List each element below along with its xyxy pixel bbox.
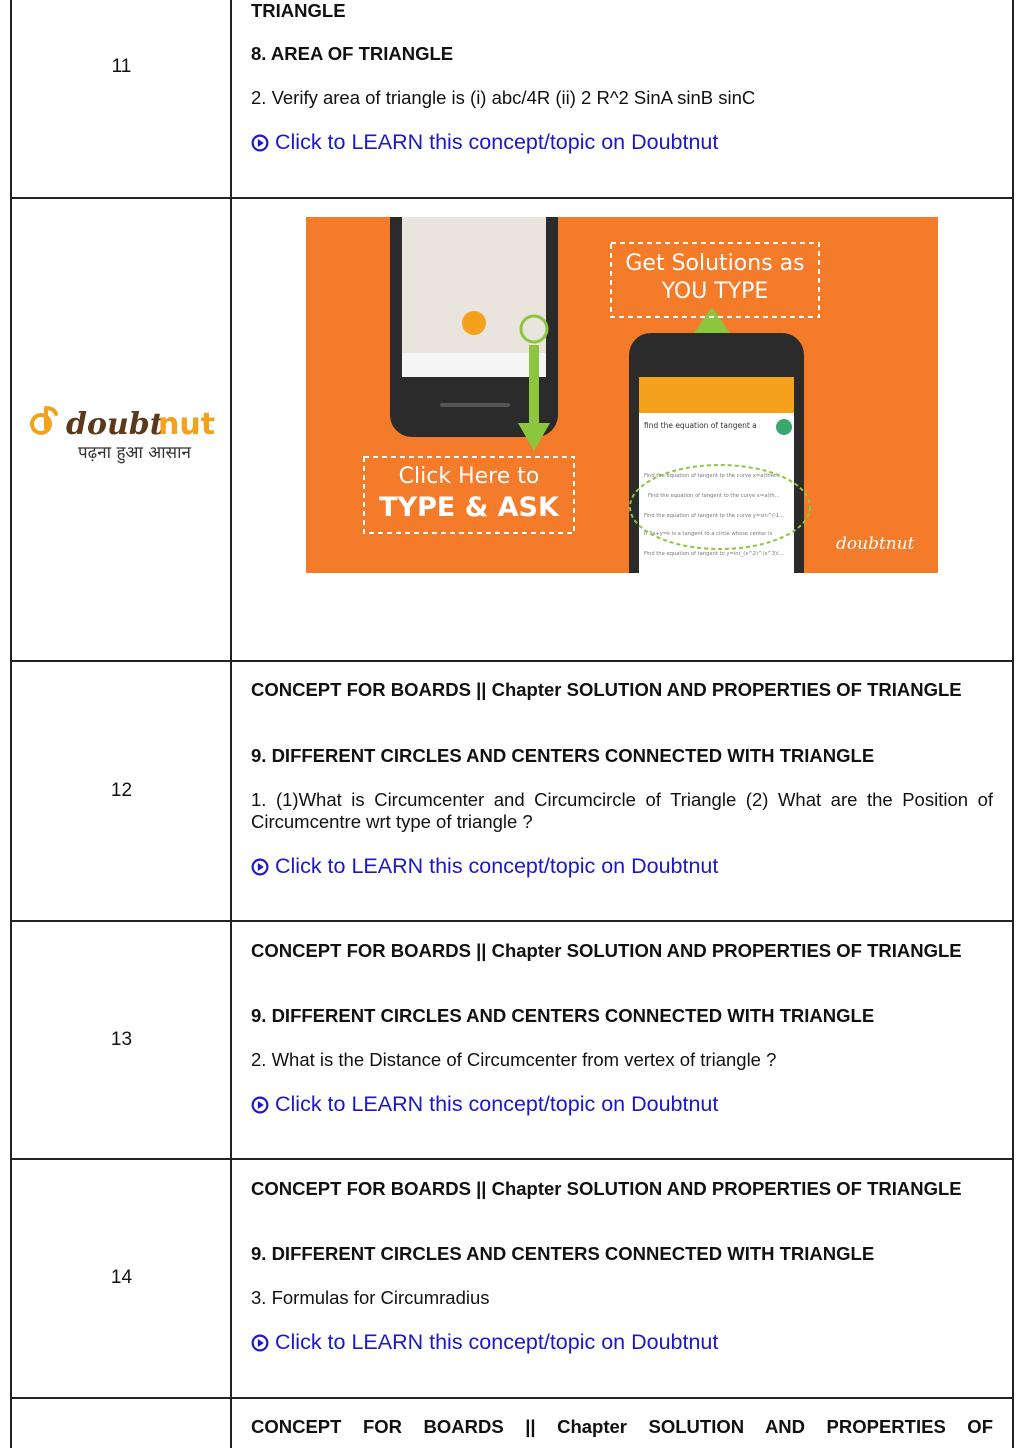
question-text: 1. (1)What is Circumcenter and Circumcircle of Triangle (2) What are the Position of Circumcentre wrt type of triangle ? [251,789,993,832]
row-separator [11,660,1013,662]
banner-brand: doubtnut [836,534,915,554]
phone-suggestion: Find the equation of tangent to y=int_(x^2)^(x^3)(... [644,551,785,557]
learn-link[interactable] [251,854,993,879]
top-label-line2: YOU TYPE [661,279,769,304]
play-circle-icon [251,134,269,152]
concept-heading: TRIANGLE [251,0,346,21]
row-12-section [251,745,993,767]
learn-link-label: Click to LEARN this concept/topic on Doubtnut [275,1330,719,1354]
table-row [251,940,993,962]
app-promo-banner[interactable] [306,217,938,573]
table-row [251,1416,993,1438]
phone-suggestion: If 3x+y=k is a tangent to a circle whose center is [644,531,773,537]
row-number: 11 [111,56,132,77]
question-text: 3. Formulas for Circumradius [251,1287,490,1308]
table-divider [230,0,232,1448]
row-separator [11,1397,1013,1399]
phone-suggestion: Find the equation of tangent to the curve x=a(th... [648,493,780,499]
table-row [251,0,993,22]
row-11-question [251,87,993,109]
up-arrow-icon [694,307,730,333]
row-number: 14 [110,1267,133,1288]
row-11-content [251,43,993,65]
section-title: 9. DIFFERENT CIRCLES AND CENTERS CONNECTED WITH TRIANGLE [251,1243,875,1264]
bottom-label-line2: TYPE & ASK [379,492,559,523]
question-text: 2. What is the Distance of Circumcenter from vertex of triangle ? [251,1049,777,1070]
phone-suggestion: Find the equation of tangent to the curve y=sin^(-1... [644,513,785,519]
concept-heading: CONCEPT FOR BOARDS || Chapter SOLUTION AND PROPERTIES OF TRIANGLE [251,679,962,700]
question-text: 2. Verify area of triangle is (i) abc/4R (ii) 2 R^2 SinA sinB sinC [251,87,756,108]
concept-heading: CONCEPT FOR BOARDS || Chapter SOLUTION AND PROPERTIES OF [251,1416,993,1437]
phone-suggestion: Find the equation of tangent to the curve x=a(thet... [644,473,781,479]
learn-link[interactable] [251,130,993,155]
phone-search-text: find the equation of tangent a [644,421,757,430]
row-14-section [251,1243,993,1265]
play-circle-icon [251,1096,269,1114]
table-border-left [10,0,12,1448]
row-14-question [251,1287,993,1309]
play-circle-icon [251,858,269,876]
section-title: 8. AREA OF TRIANGLE [251,43,454,64]
logo-text-nut: nut [158,407,216,442]
logo-tagline: पढ़ना हुआ आसान [78,443,191,463]
section-title: 9. DIFFERENT CIRCLES AND CENTERS CONNECTED WITH TRIANGLE [251,1005,875,1026]
row-13-question [251,1049,993,1071]
row-13-section [251,1005,993,1027]
send-icon [776,419,792,435]
bottom-label-line1: Click Here to [398,464,540,489]
row-number: 13 [110,1029,133,1050]
concept-heading: CONCEPT FOR BOARDS || Chapter SOLUTION AND PROPERTIES OF TRIANGLE [251,940,962,961]
section-title: 9. DIFFERENT CIRCLES AND CENTERS CONNECTED WITH TRIANGLE [251,745,875,766]
row-separator [11,1158,1013,1160]
learn-link-label: Click to LEARN this concept/topic on Doubtnut [275,854,719,878]
row-separator [11,920,1013,922]
concept-heading: CONCEPT FOR BOARDS || Chapter SOLUTION AND PROPERTIES OF TRIANGLE [251,1178,962,1199]
banner-illustration [306,217,938,573]
table-border-right [1012,0,1014,1448]
row-separator [11,197,1013,199]
learn-link[interactable] [251,1330,993,1355]
row-12-question [251,789,993,833]
play-circle-icon [251,1334,269,1352]
top-label-line1: Get Solutions as [625,251,805,276]
row-number: 12 [110,780,133,801]
learn-link-label: Click to LEARN this concept/topic on Doubtnut [275,1092,719,1116]
table-row [251,1178,993,1200]
logo-text-doubt: doubt [66,407,164,442]
learn-link[interactable] [251,1092,993,1117]
table-row [251,679,993,701]
learn-link-label: Click to LEARN this concept/topic on Doubtnut [275,130,719,154]
